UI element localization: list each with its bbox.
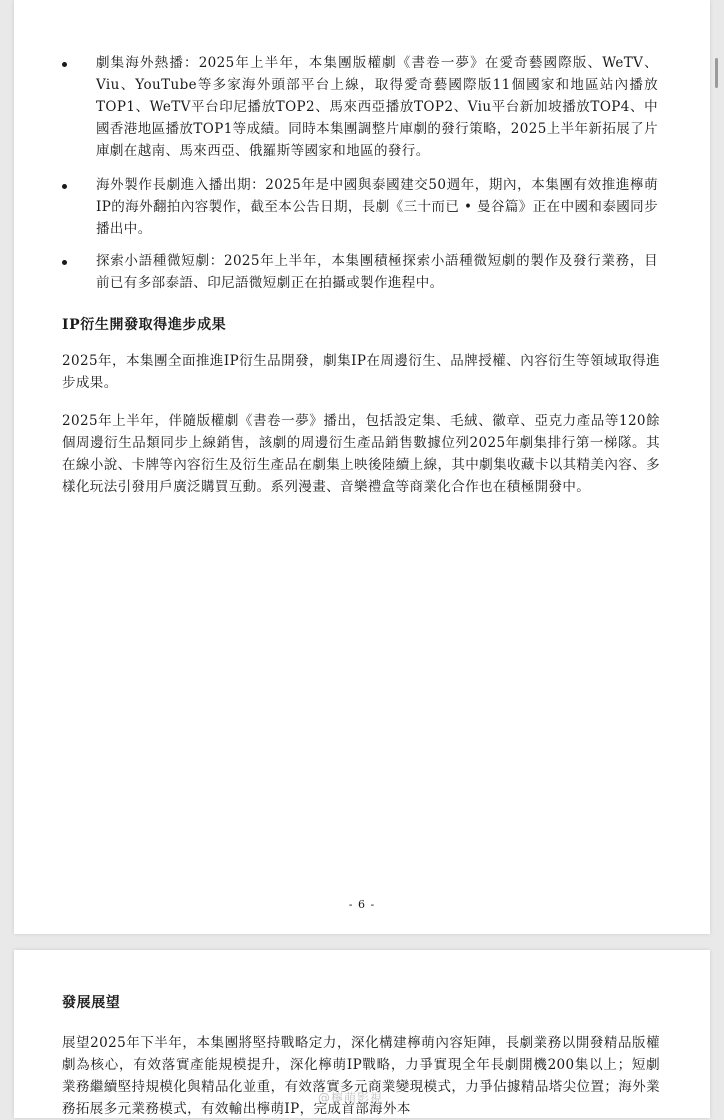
document-page-6	[14, 0, 710, 934]
watermark: @檸萌影視	[318, 1091, 384, 1105]
paragraph-outlook: 展望2025年下半年，本集團將堅持戰略定力，深化構建檸萌內容矩陣，長劇業務以開發精品版權劇為核心，有效落實產能規模提升，深化檸萌IP戰略，力爭實現全年長劇開機200集以上；短劇業務繼續堅持規模化與精品化並重，有效落實多元商業變現模式，力爭佔據精品塔尖位置；海外業務拓展多元業務模式，有效輸出檸萌IP，完成首部海外本	[62, 1035, 660, 1117]
section-heading-outlook: 發展展望	[62, 995, 121, 1011]
bullet-dot	[62, 260, 67, 265]
bullet-dot	[62, 62, 67, 67]
paragraph-ip-merchandise: 2025年上半年，伴隨版權劇《書卷一夢》播出，包括設定集、毛絨、徽章、亞克力產品等120餘個周邊衍生品類同步上線銷售，該劇的周邊衍生產品銷售數據位列2025年劇集排行第一梯隊。其在線小說、卡牌等內容衍生及衍生產品在劇集上映後陸續上線，其中劇集收藏卡以其精美內容、多樣化玩法引發用戶廣泛購買互動。系列漫畫、音樂禮盒等商業化合作也在積極開發中。	[62, 413, 660, 495]
section-heading-ip-derivatives: IP衍生開發取得進步成果	[62, 317, 227, 333]
bullet-overseas-hit	[62, 52, 662, 158]
scrollbar-thumb[interactable]	[715, 58, 718, 88]
page-number: - 6 -	[348, 898, 376, 911]
bullet-text: 劇集海外熱播：2025年上半年，本集團版權劇《書卷一夢》在愛奇藝國際版、WeTV、Viu、YouTube等多家海外頭部平台上線，取得愛奇藝國際版11個國家和地區站內播放TOP1、WeTV平台印尼播放TOP2、馬來西亞播放TOP2、Viu平台新加坡播放TOP4、中國香港地區播放TOP1等成績。同時本集團調整片庫劇的發行策略，2025上半年新拓展了片庫劇在越南、馬來西亞、俄羅斯等國家和地區的發行。	[96, 55, 658, 159]
bullet-text: 海外製作長劇進入播出期：2025年是中國與泰國建交50週年，期內，本集團有效推進檸萌IP的海外翻拍內容製作，截至本公告日期，長劇《三十而已 • 曼谷篇》正在中國和泰國同步播出中。	[96, 177, 658, 237]
bullet-overseas-production	[62, 174, 662, 240]
bullet-text: 探索小語種微短劇：2025年上半年，本集團積極探索小語種微短劇的製作及發行業務，目前已有多部泰語、印尼語微短劇正在拍攝或製作進程中。	[96, 253, 658, 291]
bullet-dot	[62, 184, 67, 189]
bullet-micro-drama	[62, 250, 662, 294]
paragraph-ip-overview: 2025年，本集團全面推進IP衍生品開發，劇集IP在周邊衍生、品牌授權、內容衍生等領域取得進步成果。	[62, 353, 660, 391]
